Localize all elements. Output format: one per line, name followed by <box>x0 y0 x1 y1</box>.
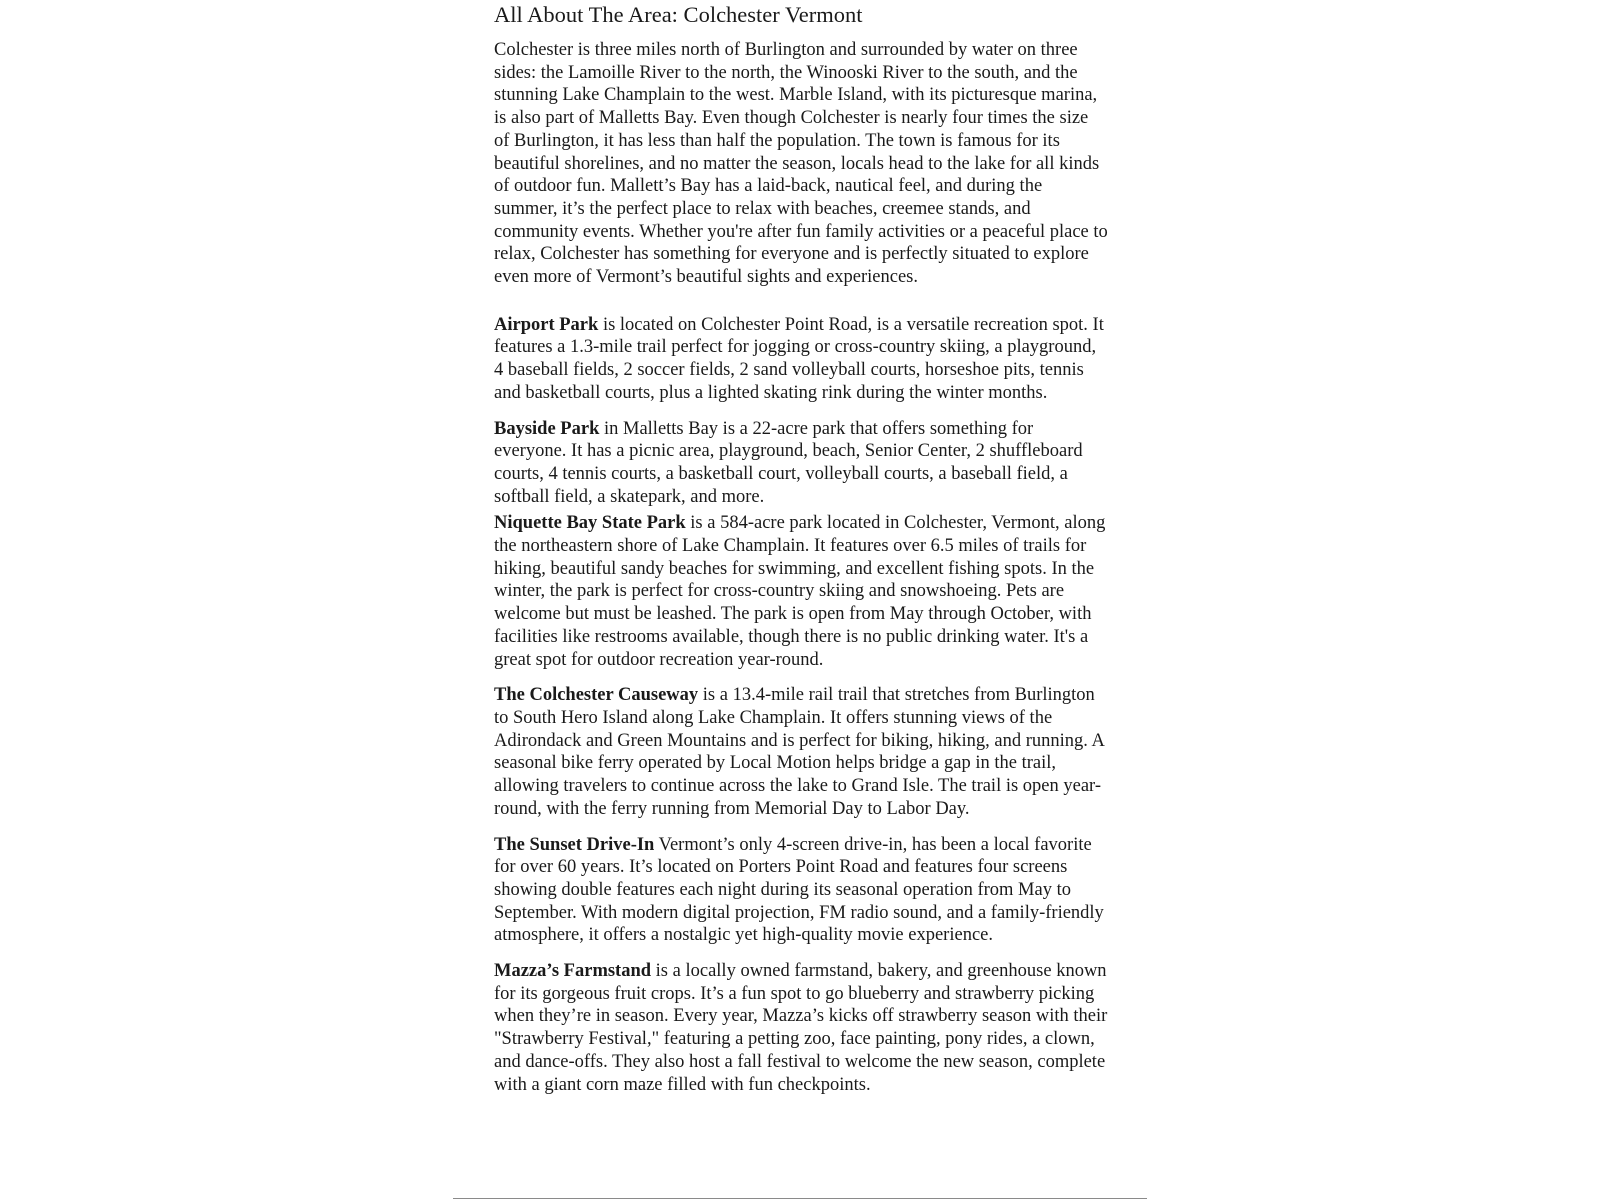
document-page <box>494 0 1108 1096</box>
section-mazzas-farmstand <box>494 960 1108 1096</box>
section-niquette-bay-state-park <box>494 512 1108 671</box>
section-heading: Bayside Park <box>494 418 600 439</box>
section-body: is a locally owned farmstand, bakery, and greenhouse known for its gorgeous fruit crops. It’s a fun spot to go blueberry and strawberry picking when they’re in season. Every year, Mazza’s kicks off strawberry season with their "Strawberry Festival," featuring a petting zoo, face painting, pony rides, a clown, and dance-offs. They also host a fall festival to welcome the new season, complete with a giant corn maze filled with fun checkpoints. <box>494 961 1108 1095</box>
section-body: in Malletts Bay is a 22-acre park that offers something for everyone. It has a picnic area, playground, beach, Senior Center, 2 shuffleboard courts, 4 tennis courts, a basketball court, volleyball courts, a baseball field, a softball field, a skatepark, and more. <box>494 418 1083 507</box>
page-title: All About The Area: Colchester Vermont <box>494 2 863 27</box>
intro-paragraph: Colchester is three miles north of Burlington and surrounded by water on three sides: the Lamoille River to the north, the Winooski River to the south, and the stunning Lake Champlain to the west. Marble Island, with its picturesque marina, is also part of Malletts Bay. Even though Colchester is nearly four times the size of Burlington, it has less than half the population. The town is famous for its beautiful shorelines, and no matter the season, locals head to the lake for all kinds of outdoor fun. Mallett’s Bay has a laid-back, nautical feel, and during the summer, it’s the perfect place to relax with beaches, creemee stands, and community events. Whether you're after fun family activities or a peaceful place to relax, Colchester has something for everyone and is perfectly situated to explore even more of Vermont’s beautiful sights and experiences. <box>494 40 1108 288</box>
section-heading: Airport Park <box>494 314 599 335</box>
section-body: is a 584-acre park located in Colchester, Vermont, along the northeastern shore of Lake Champlain. It features over 6.5 miles of trails for hiking, beautiful sandy beaches for swimming, and excellent fishing spots. In the winter, the park is perfect for cross-country skiing and snowshoeing. Pets are welcome but must be leashed. The park is open from May through October, with facilities like restrooms available, though there is no public drinking water. It's a great spot for outdoor recreation year-round. <box>494 513 1106 670</box>
section-sunset-drive-in <box>494 834 1108 948</box>
section-airport-park <box>494 314 1108 405</box>
section-bayside-park <box>494 418 1108 509</box>
section-body: Vermont’s only 4-screen drive-in, has been a local favorite for over 60 years. It’s located on Porters Point Road and features four screens showing double features each night during its seasonal operation from May to September. With modern digital projection, FM radio sound, and a family-friendly atmosphere, it offers a nostalgic yet high-quality movie experience. <box>494 834 1104 946</box>
section-heading: Mazza’s Farmstand <box>494 961 652 982</box>
section-heading: Niquette Bay State Park <box>494 513 686 534</box>
section-body: is a 13.4-mile rail trail that stretches from Burlington to South Hero Island along Lake Champlain. It offers stunning views of the Adirondack and Green Mountains and is perfect for biking, hiking, and running. A seasonal bike ferry operated by Local Motion helps bridge a gap in the trail, allowing travelers to continue across the lake to Grand Isle. The trail is open year-round, with the ferry running from Memorial Day to Labor Day. <box>494 685 1104 819</box>
section-heading: The Sunset Drive-In <box>494 834 655 855</box>
section-heading: The Colchester Causeway <box>494 685 699 706</box>
section-colchester-causeway <box>494 684 1108 820</box>
section-body: is located on Colchester Point Road, is a versatile recreation spot. It features a 1.3-mile trail perfect for jogging or cross-country skiing, a playground, 4 baseball fields, 2 soccer fields, 2 sand volleyball courts, horseshoe pits, tennis and basketball courts, plus a lighted skating rink during the winter months. <box>494 314 1104 403</box>
bottom-divider <box>453 1198 1147 1199</box>
